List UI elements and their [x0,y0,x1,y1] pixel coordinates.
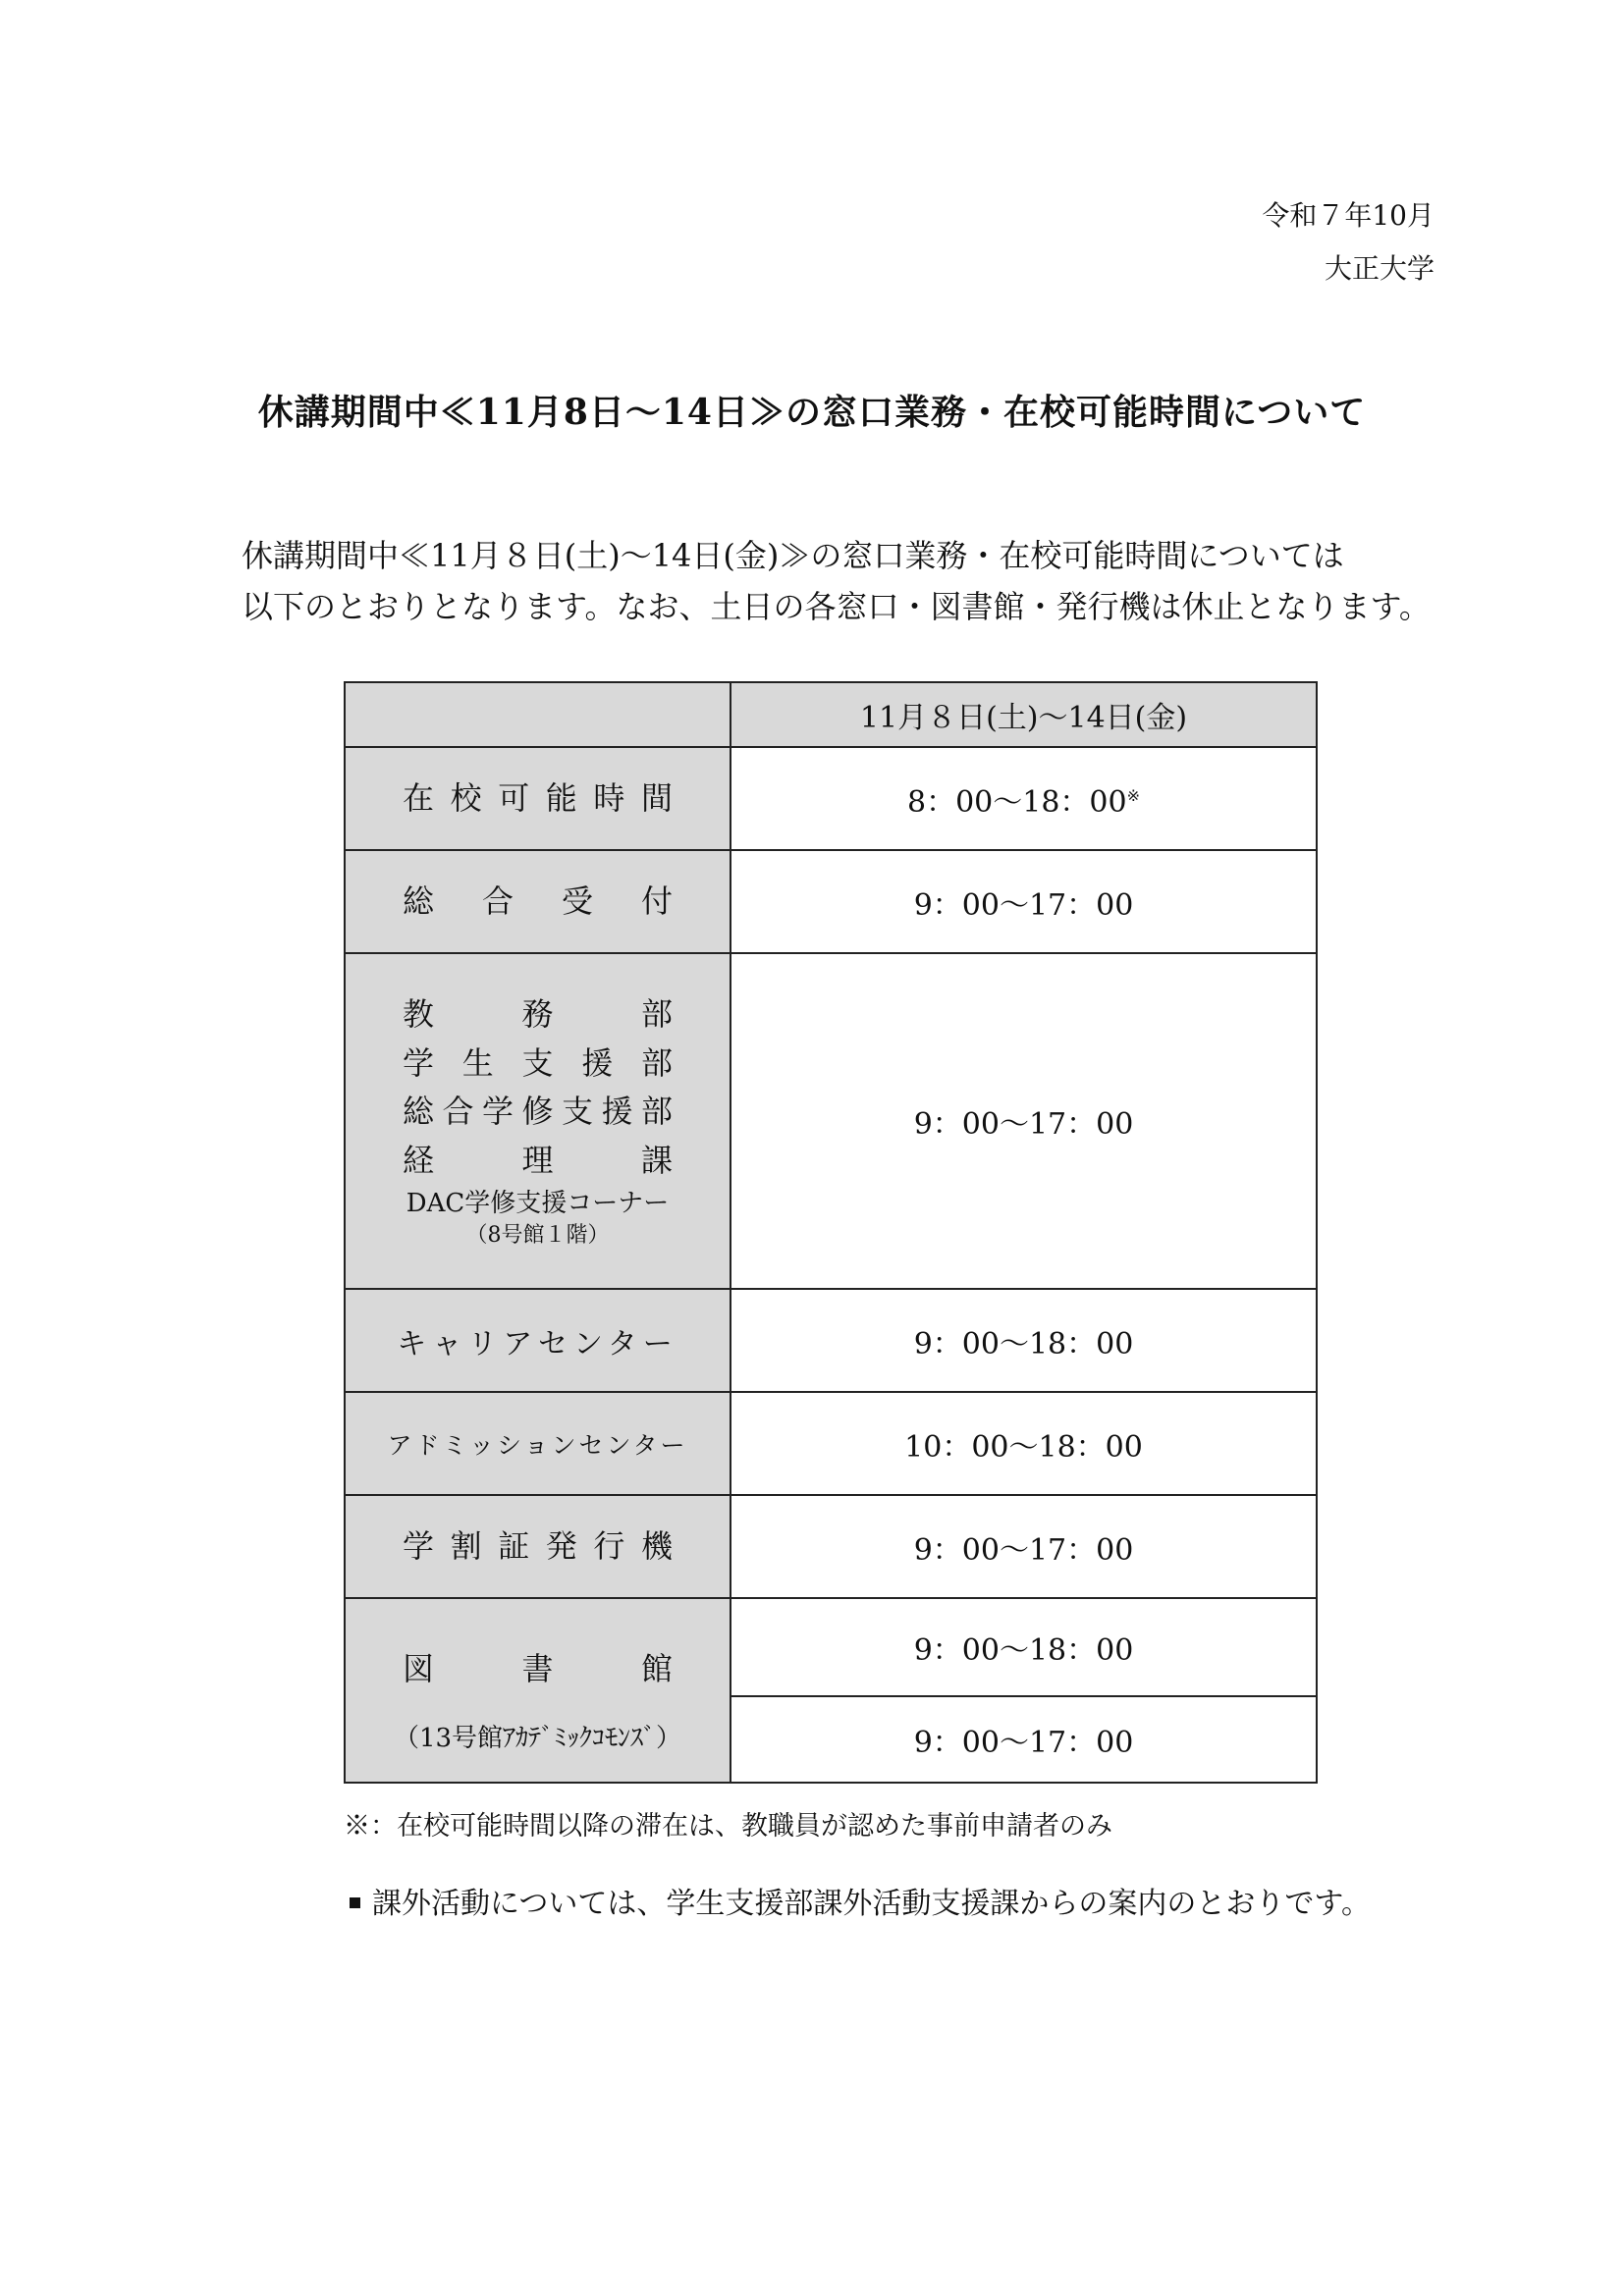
table-row-stay [345,747,1317,850]
label-career: キャリアセンター [397,1326,678,1362]
label-student-support: 学生支援部 [403,1043,673,1082]
label-accounting: 経理課 [403,1142,673,1179]
note-mark: ※ [1126,785,1140,805]
time-id-machine: 9：00〜17：00 [731,1495,1317,1598]
label-learning-support: 総合学修支援部 [403,1093,673,1131]
intro-line-1: 休講期間中≪11月８日(土)〜14日(金)≫の窓口業務・在校可能時間については [242,537,1344,574]
label-dac-location: （8号館１階） [465,1222,610,1248]
table-row-reception [345,850,1317,953]
table-row-library [345,1598,1317,1696]
time-library-main: 9：00〜18：00 [731,1598,1317,1696]
footnote: ※：在校可能時間以降の滞在は、教職員が認めた事前申請者のみ [344,1811,1112,1842]
label-id-machine: 学割証発行機 [403,1526,673,1565]
table-row-id-machine [345,1495,1317,1598]
label-reception: 総合受付 [403,881,673,920]
time-library-sub: 9：00〜17：00 [731,1696,1317,1783]
table-header-row [345,682,1317,747]
time-stay: 8：00〜18：00 [906,784,1127,820]
document-date: 令和７年10月 [1262,199,1435,232]
header-period: 11月８日(土)〜14日(金) [731,682,1317,747]
label-stay: 在校可能時間 [403,778,673,817]
time-career: 9：00〜18：00 [731,1289,1317,1392]
table-row-admission [345,1392,1317,1495]
bullet-item [350,1879,1371,1922]
table-row-career [345,1289,1317,1392]
time-offices: 9：00〜17：00 [731,953,1317,1289]
label-academic-affairs: 教務部 [403,995,673,1034]
time-admission: 10：00〜18：00 [731,1392,1317,1495]
time-reception: 9：00〜17：00 [731,850,1317,953]
table-row-library-sub [345,1696,1317,1783]
intro-line-2: 以下のとおりとなります。なお、土日の各窓口・図書館・発行機は休止となります。 [242,588,1431,625]
label-dac-corner: DAC学修支援コーナー [406,1188,670,1218]
label-library-location: （13号館ｱｶﾃﾞﾐｯｸｺﾓﾝｽﾞ） [393,1724,682,1754]
label-admission: アドミッションセンター [387,1430,688,1460]
organization-name: 大正大学 [1324,252,1435,285]
schedule-table [344,681,1318,1784]
bullet-square-icon [350,1897,360,1908]
document-title: 休講期間中≪11月8日〜14日≫の窓口業務・在校可能時間について [257,392,1367,433]
bullet-text: 課外活動については、学生支援部課外活動支援課からの案内のとおりです。 [372,1887,1371,1921]
header-blank-cell [345,682,731,747]
table-row-offices [345,953,1317,1289]
label-library: 図書館 [403,1650,673,1688]
